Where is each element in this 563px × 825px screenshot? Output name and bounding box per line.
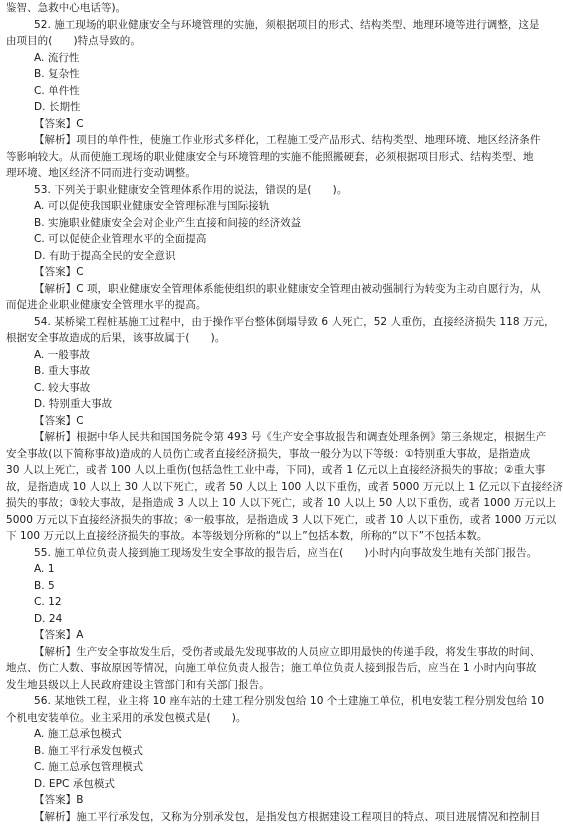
- text-line: 【答案】A: [6, 627, 554, 644]
- text-line: 30 人以上死亡，或者 100 人以上重伤(包括急性工业中毒，下同)，或者 1 亿元以上直接经济损失的事故；②重大事: [6, 462, 554, 479]
- text-line: D. 长期性: [6, 99, 554, 116]
- text-line: 56. 某地铁工程，业主将 10 座车站的土建工程分别发包给 10 个土建施工单位，机电安装工程分别发包给 10: [6, 693, 554, 710]
- text-line: 发生地县级以上人民政府建设主管部门和有关部门报告。: [6, 677, 554, 694]
- text-line: 【答案】C: [6, 264, 554, 281]
- text-line: 【答案】B: [6, 792, 554, 809]
- text-line: 54. 某桥梁工程桩基施工过程中，由于操作平台整体倒塌导致 6 人死亡，52 人重伤，直接经济损失 118 万元，: [6, 314, 554, 331]
- text-line: 52. 施工现场的职业健康安全与环境管理的实施，须根据项目的形式、结构类型、地理环境等进行调整，这是: [6, 17, 554, 34]
- text-line: 鉴智、急救中心电话等)。: [6, 0, 554, 17]
- text-line: 5000 万元以下直接经济损失的事故；④一般事故，是指造成 3 人以下死亡，或者 10 人以下重伤，或者 1000 万元以: [6, 512, 554, 529]
- text-line: 【解析】C 项，职业健康安全管理体系能使组织的职业健康安全管理由被动强制行为转变为主动自愿行为，从: [6, 281, 554, 298]
- text-line: 损失的事故；③较大事故，是指造成 3 人以上 10 人以下死亡，或者 10 人以上 50 人以下重伤，或者 1000 万元以上: [6, 495, 554, 512]
- text-line: 【解析】生产安全事故发生后，受伤者或最先发现事故的人员应立即用最快的传递手段，将发生事故的时间、: [6, 644, 554, 661]
- text-line: D. 24: [6, 611, 554, 628]
- text-line: 根据安全事故造成的后果，该事故属于( )。: [6, 330, 554, 347]
- text-line: 【解析】项目的单件性，使施工作业形式多样化，工程施工受产品形式、结构类型、地理环境、地区经济条件: [6, 132, 554, 149]
- text-line: A. 流行性: [6, 50, 554, 67]
- text-line: 【解析】施工平行承发包，又称为分别承发包，是指发包方根据建设工程项目的特点、项目进展情况和控制目: [6, 809, 554, 825]
- text-line: B. 5: [6, 578, 554, 595]
- text-line: C. 单件性: [6, 83, 554, 100]
- text-line: B. 施工平行承发包模式: [6, 743, 554, 760]
- text-line: 理环境、地区经济不同而进行变动调整。: [6, 165, 554, 182]
- text-line: 个机电安装单位。业主采用的承发包模式是( )。: [6, 710, 554, 727]
- text-line: A. 一般事故: [6, 347, 554, 364]
- text-line: B. 复杂性: [6, 66, 554, 83]
- text-line: 地点、伤亡人数、事故原因等情况，向施工单位负责人报告；施工单位负责人接到报告后，应当在 1 小时内向事故: [6, 660, 554, 677]
- text-line: 安全事故(以下简称事故)造成的人员伤亡或者直接经济损失，事故一般分为以下等级：①特别重大事故，是指造成: [6, 446, 554, 463]
- text-line: C. 较大事故: [6, 380, 554, 397]
- text-line: C. 12: [6, 594, 554, 611]
- text-line: C. 施工总承包管理模式: [6, 759, 554, 776]
- text-line: B. 重大事故: [6, 363, 554, 380]
- text-line: 而促进企业职业健康安全管理水平的提高。: [6, 297, 554, 314]
- text-line: D. 特别重大事故: [6, 396, 554, 413]
- text-line: 53. 下列关于职业健康安全管理体系作用的说法，错误的是( )。: [6, 182, 554, 199]
- text-line: A. 可以促使我国职业健康安全管理标准与国际接轨: [6, 198, 554, 215]
- text-line: 等影响较大。从而使施工现场的职业健康安全与环境管理的实施不能照搬硬套，必须根据项目形式、结构类型、地: [6, 149, 554, 166]
- text-line: 由项目的( )特点导致的。: [6, 33, 554, 50]
- text-line: B. 实施职业健康安全会对企业产生直接和间接的经济效益: [6, 215, 554, 232]
- text-line: 下 100 万元以上直接经济损失的事故。本等级划分所称的“以上”包括本数，所称的“以下”不包括本数。: [6, 528, 554, 545]
- text-line: A. 1: [6, 561, 554, 578]
- text-line: 【解析】根据中华人民共和国国务院令第 493 号《生产安全事故报告和调查处理条例》第三条规定，根据生产: [6, 429, 554, 446]
- text-line: C. 可以促使企业管理水平的全面提高: [6, 231, 554, 248]
- text-line: 55. 施工单位负责人接到施工现场发生安全事故的报告后，应当在( )小时内向事故发生地有关部门报告。: [6, 545, 554, 562]
- text-line: D. 有助于提高全民的安全意识: [6, 248, 554, 265]
- text-line: 故，是指造成 10 人以上 30 人以下死亡，或者 50 人以上 100 人以下重伤，或者 5000 万元以上 1 亿元以下直接经济: [6, 479, 554, 496]
- text-line: 【答案】C: [6, 116, 554, 133]
- text-line: A. 施工总承包模式: [6, 726, 554, 743]
- text-line: 【答案】C: [6, 413, 554, 430]
- text-line: D. EPC 承包模式: [6, 776, 554, 793]
